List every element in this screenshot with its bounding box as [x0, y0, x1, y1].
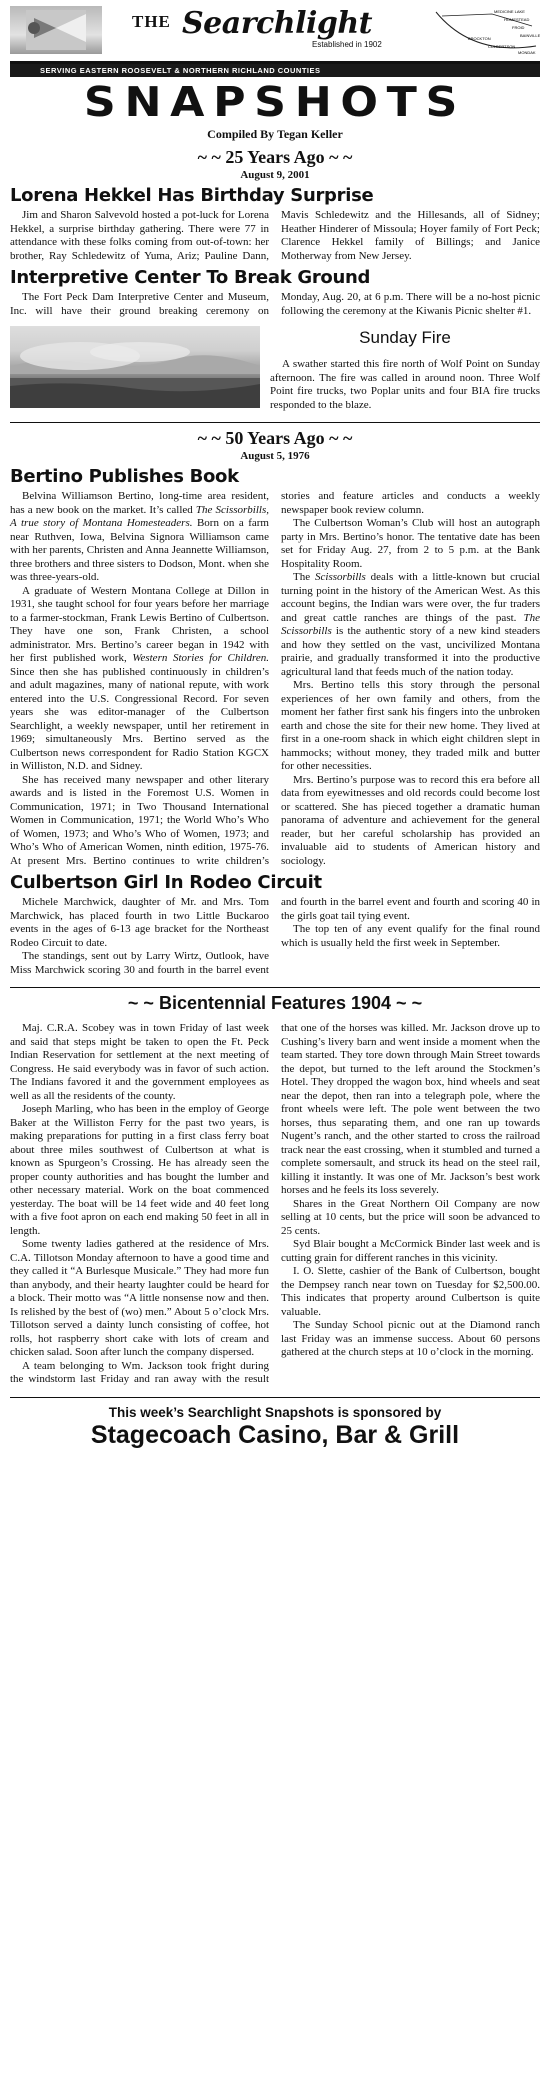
- article-rodeo-circuit: [10, 896, 540, 977]
- article-paragraph: [281, 571, 540, 679]
- article-paragraph: [10, 490, 269, 585]
- article-bicentennial-1904: [10, 1022, 540, 1387]
- map-town-3: BAINVILLE: [520, 33, 540, 38]
- headline-rodeo-circuit: Culbertson Girl In Rodeo Circuit: [10, 872, 322, 893]
- text-run: A graduate of Western Montana College at Dillon in 1931, she taught school for four years before her marriage to a farmer-stockman, Frank Lewis Bertino of Culbertson. They have one son, Frank Christen, a school administrator. Mrs. Bertino’s career began in 1942 with her first published work,: [10, 584, 269, 664]
- article-paragraph: Joseph Marling, who has been in the employ of George Baker at the Williston Ferry for the past two years, is making preparations for putting in a first class ferry boat about three miles southwest of Culbertson at what is known as Spurgeon’s Crossing. He has already seen the proper county authorities and has bought the lumber and other necessary material. Work on the boat commenced yesterday. The boat will be 14 feet wide and 40 feet long with a five foot apron on each end making 50 feet in all in length.: [10, 1103, 269, 1237]
- headline-hekkel-birthday: Lorena Hekkel Has Birthday Surprise: [10, 185, 374, 206]
- text-run: Born on a farm near Ruthven, Iowa, Belvina Signora Williamson came with her parents, Christen and Anna Jeannette Williamson, three brothers and three sisters to Dodson, Mont. when she was three-years-old.: [10, 517, 269, 583]
- article-paragraph: Shares in the Great Northern Oil Company are now selling at 10 cents, but the price will soon be advanced to 25 cents.: [281, 1197, 540, 1237]
- article-paragraph: Mrs. Bertino’s purpose was to record this era before all data from eyewitnesses and old records could become lost or scattered. She has pieced together a dramatic human panorama of adventure and achievement for the general reader, but her careful scholarship has provided an invaluable aid to students of American history and sociology.: [281, 773, 540, 867]
- text-run: Belvina Williamson Bertino, long-time area resident, has a new book on the market. It’s called: [10, 490, 269, 516]
- section-divider: [10, 422, 540, 423]
- article-paragraph: Some twenty ladies gathered at the residence of Mrs. C.A. Tillotson Monday afternoon to have a good time and they called it “A Burlesque Musicale.” They had more fun than anybody, and their hearty laughter could be heard for a block. Their motto was “A little nonsense now and then. Is relished by the best of (wo) men.” About 5 o’clock Mrs. Tillotson served a dainty lunch consisting of coffee, hot rolls, hot raspberry short cake with lots of cream and chicken salad. Soon after lunch the company dispersed.: [10, 1238, 269, 1358]
- article-paragraph: Maj. C.R.A. Scobey was in town Friday of last week and said that steps might be taken to open the Ft. Peck Indian Reservation for settlement at the next meeting of Congress. He said everybody was in favor of such action. The Indians favored it and the government employees as well as all the residents of the county.: [10, 1022, 269, 1102]
- page-title: SNAPSHOTS: [83, 78, 467, 126]
- masthead-title: [102, 6, 432, 61]
- coverage-map-icon: [432, 6, 540, 58]
- article-paragraph: She has received many newspaper and other literary awards and is listed in the Foremost U.S. Women in Communication, 1971; in Two Thousand International Women in Communication, 1971; the World Who’s Who of Women, 1973; and Who’s Who of Women, 1973; and Who’s Who of American Women, ninth edition, 1975-76. At present Mrs. Bertino continues to write children’s stories and feature articles and conducts a weekly newspaper book review column.: [10, 490, 540, 867]
- book-title: Scissorbills: [315, 571, 366, 583]
- map-town-0: MEDICINE LAKE: [494, 9, 525, 14]
- article-paragraph: Syd Blair bought a McCormick Binder last week and is cutting grain for different ranches in this vicinity.: [281, 1238, 540, 1264]
- searchlight-lamp-icon: [10, 6, 102, 54]
- article-paragraph: Mrs. Bertino tells this story through the personal experiences of her own family and others, from the moment her father first sank his fingers into the unbroken earth and chose the site for their new home. They lived at first in a one-room shack in which eight children slept in hammocks; without money, they traded milk and butter for other necessities.: [281, 679, 540, 772]
- article-paragraph: The Fort Peck Dam Interpretive Center and Museum, Inc. will have their ground breaking ceremony on Monday, Aug. 20, at 6 p.m. There will be a no-host picnic following the ceremony at the Kiwanis Picnic shelter #1.: [10, 291, 540, 317]
- map-town-2: FROID: [512, 25, 525, 30]
- text-run: deals with a little-known but crucial turning point in the history of the American West. As this account begins, the Indian wars were over, the fur traders and great cattle ranches are things of the past.: [281, 571, 540, 624]
- article-paragraph: Michele Marchwick, daughter of Mr. and Mrs. Tom Marchwick, has placed fourth in two Little Buckaroo events in the ages of 6-13 age bracket for the Northeast Rodeo Circuit to date.: [10, 896, 269, 949]
- map-town-5: CULBERTSON: [488, 44, 516, 49]
- article-hekkel-birthday: [10, 209, 540, 263]
- headline-bertino-book: Bertino Publishes Book: [10, 466, 239, 487]
- article-paragraph: I. O. Slette, cashier of the Bank of Culbertson, bought the Dempsey ranch near town on Tuesday for $2,500.00. This indicates that property around Culbertson is quite valuable.: [281, 1265, 540, 1318]
- book-title: The Scissorbills, A true story of Montana Homesteaders.: [10, 503, 269, 529]
- fire-photo: [10, 326, 260, 408]
- article-interpretive-center: [10, 291, 540, 318]
- book-title: Western Stories for Children.: [132, 652, 269, 664]
- article-paragraph: Jim and Sharon Salvevold hosted a pot-luck for Lorena Hekkel, a surprise birthday gathering. There were 77 in attendance with these folks coming from out-of-town: her brother, Ray Schledewitz of Yuma, Ariz; Pauline Dann, Mavis Schledewitz and the Hillesands, all of Sidney; Heather Hinderer of Missoula; Hoyer family of Fort Peck; Clarence Hekkel family of Billings; and Janice Motherway from New Jersey.: [10, 209, 540, 262]
- section-heading-25-years: ~ ~ 25 Years Ago ~ ~: [197, 147, 353, 167]
- masthead-tagline: SERVING EASTERN ROOSEVELT & NORTHERN RICHLAND COUNTIES: [10, 64, 540, 77]
- headline-sunday-fire: Sunday Fire: [359, 328, 451, 347]
- section-divider: [10, 1397, 540, 1398]
- article-paragraph: The standings, sent out by Larry Wirtz, Outlook, have Miss Marchwick scoring 30 and fourth in the barrel event and fourth in the barrel event and fourth and scoring 40 in the girls goat tail tying event.: [10, 896, 540, 976]
- sponsor-line: This week’s Searchlight Snapshots is sponsored by: [108, 1404, 442, 1420]
- section-date-25-years: August 9, 2001: [240, 169, 310, 181]
- section-heading-1904: ~ ~ Bicentennial Features 1904 ~ ~: [127, 993, 423, 1013]
- article-paragraph: [10, 585, 269, 774]
- masthead-name: Searchlight: [182, 6, 373, 41]
- section-heading-50-years: ~ ~ 50 Years Ago ~ ~: [197, 428, 353, 448]
- book-title: The Scissorbills: [281, 611, 540, 637]
- text-run: The: [293, 571, 316, 583]
- sponsor-name: Stagecoach Casino, Bar & Grill: [90, 1420, 460, 1449]
- article-sunday-fire: [10, 326, 540, 412]
- article-paragraph: A team belonging to Wm. Jackson took fright during the windstorm last Friday and ran away with the result that one of the horses was killed. Mr. Jackson drove up to Cushing’s livery barn and went inside a moment when the team started. They tore down through Main Street towards the depot, but turned to the left around the Stockmen’s Hotel. They dropped the wagon box, hind wheels and seat near the depot, then ran into a telegraph pole, where the front wheels were left. The pole went between the two horses, thus separating them, and one ran up towards Nugent’s ranch, and the other started to cross the railroad track near the east crossing, when it stumbled and turned a complete somersault, and struck its head on the steel rail, killing it instantly. It was one of Mr. Jackson’s best work horses and he feels its loss severely.: [10, 1022, 540, 1385]
- text-run: is the authentic story of a new kind steaders and how they settled on the vast, uncivilized Montana prairie, and gradually transformed it into the productive agricultural land that feeds much of the nation today.: [281, 625, 540, 678]
- article-paragraph: The Culbertson Woman’s Club will host an autograph party in Mrs. Bertino’s honor. The tentative date has been set for Friday Aug. 27, from 2 to 5 p.m. at the Bank Hospitality Room.: [281, 517, 540, 570]
- article-paragraph: The top ten of any event qualify for the final round which is usually held the first week in September.: [281, 923, 540, 949]
- section-divider: [10, 987, 540, 988]
- compiled-by: Compiled By Tegan Keller: [207, 127, 343, 141]
- headline-interpretive-center: Interpretive Center To Break Ground: [10, 267, 371, 288]
- map-town-4: BROCKTON: [468, 36, 491, 41]
- section-date-50-years: August 5, 1976: [240, 450, 310, 462]
- masthead: [10, 6, 540, 64]
- map-town-6: MONDAK: [518, 50, 536, 55]
- text-run: Since then she has published continuously in children’s and adult magazines, many of national repute, with work entered into the U.S. Congressional Record. For seven years she was editor-manager of the Culbertson Searchlight, a weekly newspaper, until her retirement in 1969; simultaneously Mrs. Bertino served as the Culbertson news correspondent for Radio Station KGCX in Williston, N.D. and Sidney.: [10, 665, 269, 772]
- map-town-1: HOMESTEAD: [504, 17, 530, 22]
- masthead-the: THE: [132, 12, 171, 31]
- masthead-established: Established in 1902: [312, 40, 382, 49]
- article-paragraph: A swather started this fire north of Wolf Point on Sunday afternoon. The fire was called in around noon. Three Wolf Point fire trucks, two Poplar units and four BIA fire trucks responded to the blaze.: [270, 358, 540, 411]
- article-bertino-book: [10, 490, 540, 868]
- article-paragraph: The Sunday School picnic out at the Diamond ranch last Friday was an immense success. About 60 persons gathered at the church steps at 10 o’clock in the morning.: [281, 1319, 540, 1358]
